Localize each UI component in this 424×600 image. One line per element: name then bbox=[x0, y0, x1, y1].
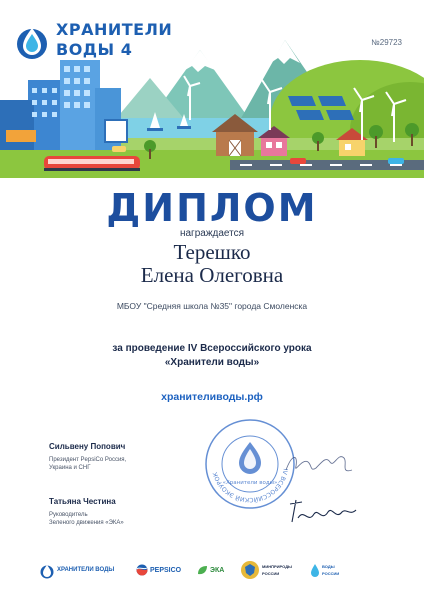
pepsico-globe-icon bbox=[136, 564, 148, 576]
svg-text:«Хранители воды»: «Хранители воды» bbox=[222, 480, 278, 486]
signature-1 bbox=[282, 448, 360, 482]
recipient-school: МБОУ "Средняя школа №35" города Смоленска bbox=[116, 301, 308, 311]
partner-logos bbox=[0, 556, 424, 584]
footer-eka-logo bbox=[196, 556, 224, 584]
signatory-1-name: Сильвену Попович bbox=[49, 442, 126, 451]
award-reason-line1: за проведение IV Всероссийского урока bbox=[112, 343, 312, 354]
footer-minprirody-logo bbox=[240, 556, 292, 584]
footer-pepsico-logo bbox=[136, 556, 181, 584]
footer-pepsico-text: PEPSICO bbox=[150, 566, 182, 574]
footer-vody-rossii-logo bbox=[310, 556, 339, 584]
footer-vody-line2: РОССИИ bbox=[322, 571, 340, 576]
footer-hraniteli-logo bbox=[40, 556, 114, 584]
svg-text:IV ВСЕРОССИЙСКИЙ ЭКОУРОК: IV ВСЕРОССИЙСКИЙ ЭКОУРОК bbox=[212, 467, 289, 504]
signatory-1-role-line2: Украина и СНГ bbox=[49, 465, 91, 471]
signatory-2-role-line2: Зеленого движения «ЭКА» bbox=[49, 520, 124, 526]
recipient-surname: Терешко bbox=[173, 240, 251, 264]
water-drop-icon bbox=[16, 20, 48, 62]
award-reason-line2: «Хранители воды» bbox=[164, 357, 260, 368]
awarded-label: награждается bbox=[179, 228, 245, 239]
leaf-icon bbox=[196, 564, 208, 576]
footer-eka-text: ЭКА bbox=[210, 566, 225, 574]
diploma-title: ДИПЛОМ bbox=[106, 186, 318, 230]
header-illustration bbox=[0, 0, 424, 178]
diploma-number: №29723 bbox=[371, 38, 402, 47]
water-drop-icon bbox=[310, 563, 320, 577]
logo-title-line2: ВОДЫ 4 bbox=[56, 40, 133, 59]
signatory-2-name: Татьяна Честина bbox=[49, 497, 116, 506]
hraniteli-vody-logo bbox=[16, 16, 173, 68]
recipient-given-names: Елена Олеговна bbox=[140, 263, 284, 287]
russian-emblem-icon bbox=[240, 560, 260, 580]
signatory-1-role-line1: Президент PepsiCo Россия, bbox=[49, 457, 127, 463]
footer-minprirody-line2: РОССИИ bbox=[262, 571, 280, 576]
signatory-2-role-line1: Руководитель bbox=[49, 512, 88, 518]
website-link[interactable]: хранителиводы.рф bbox=[161, 391, 263, 403]
footer-vody-line1: ВОДЫ bbox=[322, 564, 335, 569]
footer-hraniteli-text: ХРАНИТЕЛИ ВОДЫ bbox=[57, 566, 115, 573]
water-drop-icon bbox=[40, 561, 54, 579]
footer-minprirody-line1: МИНПРИРОДЫ bbox=[262, 564, 292, 569]
logo-title-line1: ХРАНИТЕЛИ bbox=[56, 20, 173, 39]
signature-2 bbox=[286, 494, 360, 530]
